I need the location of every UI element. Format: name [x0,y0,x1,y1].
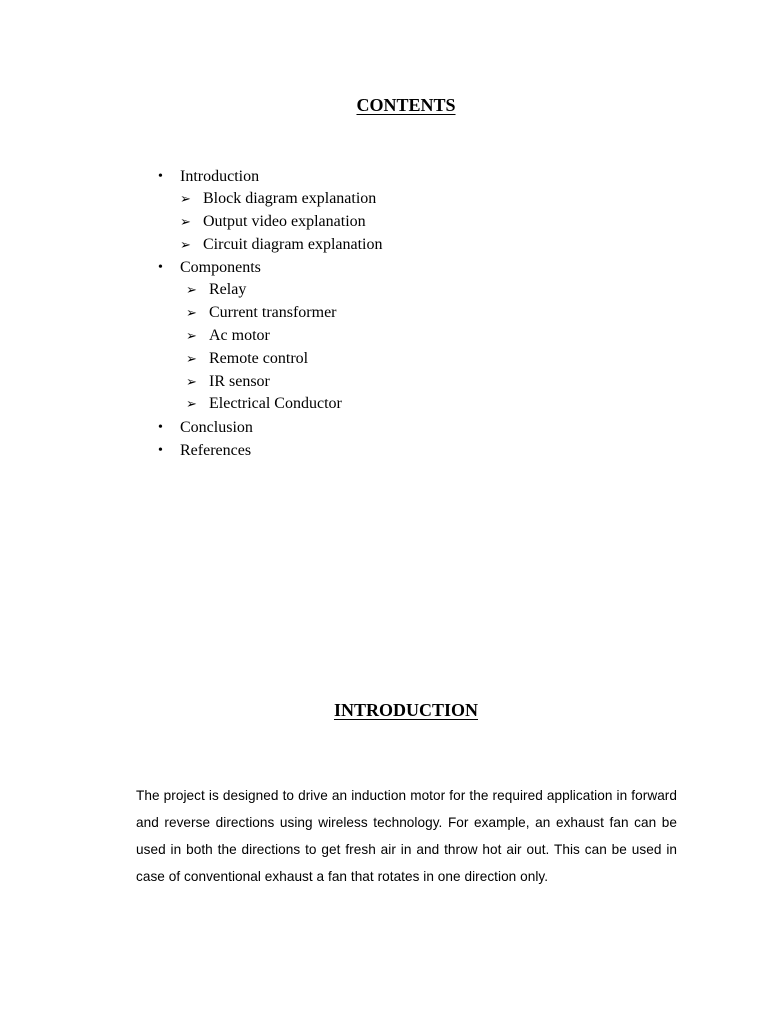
arrow-bullet-icon: ➢ [186,373,197,389]
introduction-paragraph: The project is designed to drive an induction motor for the required application in forward and reverse directions using wireless technology. For example, an exhaust fan can be used in both the directions to get fresh air in and throw hot air out. This can be used in case of conventional exhaust a fan that rotates in one direction only. [136,788,677,884]
toc-item-label: References [180,442,252,460]
bullet-icon: • [158,443,163,459]
arrow-bullet-icon: ➢ [186,327,197,343]
toc-subitem-label: Circuit diagram explanation [203,235,383,253]
toc-item-label: Conclusion [180,419,253,437]
arrow-bullet-icon: ➢ [180,213,191,229]
toc-subitem-label: Current transformer [209,304,337,322]
toc-subitem-label: Electrical Conductor [209,395,342,413]
contents-heading: CONTENTS [356,95,456,115]
toc-subitem-label: Remote control [209,349,309,367]
arrow-bullet-icon: ➢ [180,236,191,252]
arrow-bullet-icon: ➢ [186,282,197,298]
toc-subitem-label: Relay [209,281,247,299]
bullet-icon: • [158,169,163,184]
toc-subitem-label: Output video explanation [203,212,366,230]
arrow-bullet-icon: ➢ [186,350,197,366]
arrow-bullet-icon: ➢ [186,396,197,412]
arrow-bullet-icon: ➢ [180,191,191,206]
bullet-icon: • [158,420,163,436]
toc-subitem-label: Block diagram explanation [203,190,377,207]
bullet-icon: • [158,260,163,276]
toc-subitem-label: IR sensor [209,372,270,390]
toc-item-label: Introduction [180,168,260,185]
introduction-heading: INTRODUCTION [333,700,479,720]
toc-subitem-label: Ac motor [209,326,270,344]
toc-item-label: Components [180,259,261,277]
arrow-bullet-icon: ➢ [186,305,197,321]
